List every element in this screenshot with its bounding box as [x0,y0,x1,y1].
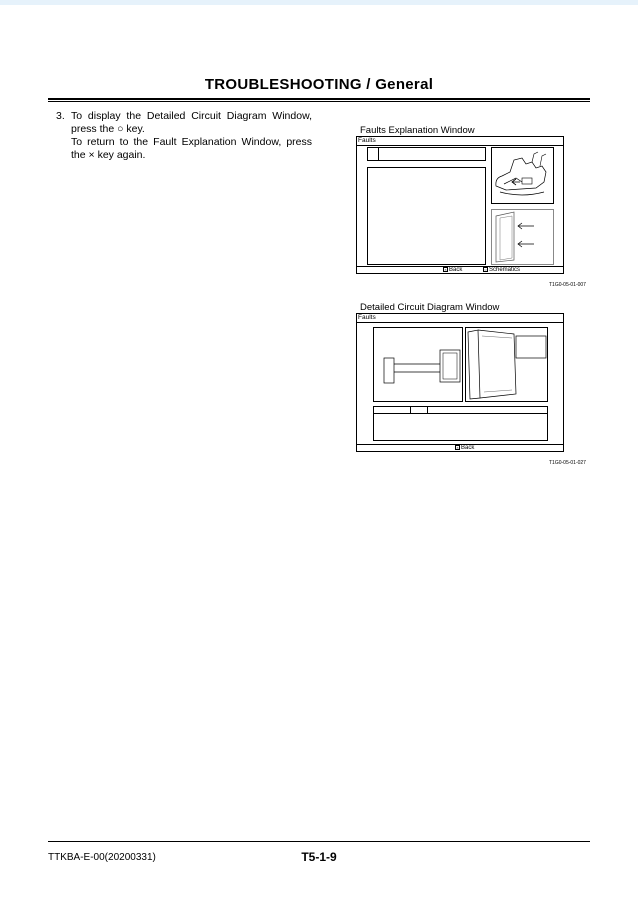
circuit-diagram-panel [373,327,463,402]
step-line: To return to the Fault Explanation Window, press [71,136,312,148]
step-number: 3. [56,110,65,122]
back-key[interactable] [443,267,462,273]
faults-explanation-window [356,136,564,274]
window-footer [357,444,563,451]
title-rule [48,98,590,100]
top-band [0,0,638,5]
cross-key-icon: × [444,267,447,272]
component-detail-panel [465,327,548,402]
machine-illustration [491,147,554,204]
back-label: Back [461,445,475,451]
circuit-info-table [373,406,548,441]
footer-rule [48,841,590,842]
schematics-label: Schematics [489,267,521,273]
step-text [71,110,312,162]
cross-key-icon: × [456,445,459,450]
component-illustration [491,209,554,265]
title-rule-thin [48,101,590,102]
step-3 [56,110,312,162]
back-label: Back [449,267,463,273]
fault-code-box [367,147,486,161]
page-title: TROUBLESHOOTING / General [204,76,434,93]
footer-page-number: T5-1-9 [301,850,337,864]
circle-key-icon: ○ [484,267,487,272]
detailed-circuit-diagram-window [356,313,564,452]
figure-ref-2: T1G0-05-01-027 [549,460,586,466]
figure-ref-1: T1G0-05-01-007 [549,282,586,288]
window-title-bar: Faults [357,137,563,146]
component-detail-drawing [466,328,547,401]
step-line: the × key again. [71,149,146,161]
circuit-schematic [374,328,462,401]
window-footer [357,266,563,273]
back-key[interactable] [455,445,474,451]
figure-caption-detailed-circuit: Detailed Circuit Diagram Window [360,302,500,313]
window-title-bar: Faults [357,314,563,323]
step-line: To display the Detailed Circuit Diagram Window, [71,110,312,122]
footer-doc-code: TTKBA-E-00(20200331) [48,852,156,863]
fault-explanation-text-area [367,167,486,265]
figure-caption-faults-explanation: Faults Explanation Window [360,125,475,136]
component-drawing [492,210,553,264]
schematics-key[interactable] [483,267,520,273]
excavator-drawing [492,148,553,203]
step-line: press the ○ key. [71,123,145,135]
